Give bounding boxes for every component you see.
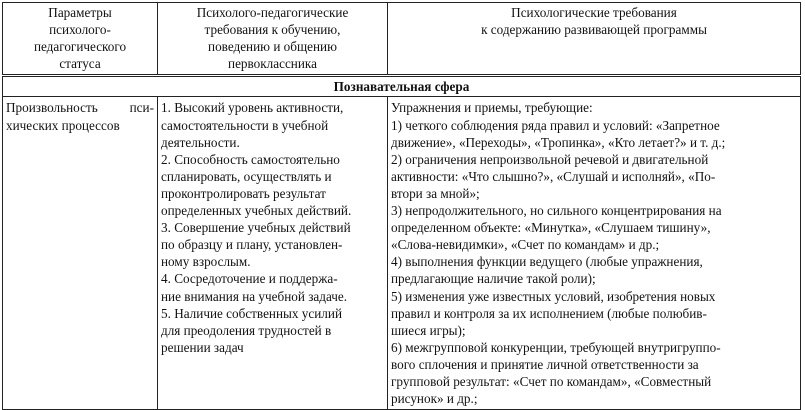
requirements-line: по образцу и плану, установлен- bbox=[161, 237, 343, 253]
header-line: психолого- bbox=[49, 22, 111, 38]
requirements-line: 4. Сосредоточение и поддержа- bbox=[161, 271, 338, 287]
header-row bbox=[3, 3, 801, 76]
requirements-cell bbox=[158, 97, 388, 410]
parameter-cell bbox=[3, 97, 158, 410]
program-line: 3) непродолжительного, но сильного концентрирования на bbox=[391, 203, 722, 219]
header-line: Психологические требования bbox=[511, 5, 677, 20]
program-line: предлагающие наличие такой роли); bbox=[391, 271, 596, 287]
program-cell bbox=[388, 97, 801, 410]
requirements-line: ние внимания на учебной задаче. bbox=[161, 288, 348, 304]
program-line: активности: «Что слышно?», «Слушай и исполняй», «По- bbox=[391, 168, 716, 184]
header-cell-parameters bbox=[3, 3, 158, 76]
parameter-line: хических процессов bbox=[6, 117, 120, 133]
table-header bbox=[3, 3, 801, 76]
program-line: «Слова-невидимки», «Счет по командам» и др.; bbox=[391, 237, 660, 253]
table-row bbox=[3, 97, 801, 410]
program-line: втори за мной»; bbox=[391, 185, 480, 201]
section-row bbox=[3, 76, 801, 97]
requirements-table bbox=[2, 2, 801, 410]
program-line: 5) изменения уже известных условий, изобретения новых bbox=[391, 288, 716, 304]
program-line: 6) межгрупповой конкуренции, требующей внутригруппо- bbox=[391, 339, 721, 355]
program-line: 4) выполнения функции ведущего (любые упражнения, bbox=[391, 254, 703, 270]
requirements-line: спланировать, осуществлять и bbox=[161, 168, 332, 184]
program-line: 1) четкого соблюдения ряда правил и условий: «Запретное bbox=[391, 117, 720, 133]
requirements-text bbox=[161, 99, 384, 409]
program-line: 2) ограничения непроизвольной речевой и двигательной bbox=[391, 151, 709, 167]
program-line: движение», «Переходы», «Тропинка», «Кто летает?» и т. д.; bbox=[391, 134, 726, 150]
section-title: Познавательная сфера bbox=[3, 76, 801, 97]
program-text bbox=[391, 99, 797, 409]
header-cell-requirements bbox=[158, 3, 388, 76]
program-line: правил и контроля за их исполнением (любые полюбив- bbox=[391, 305, 707, 321]
requirements-line: для преодоления трудностей в bbox=[161, 322, 332, 338]
header-line: требования к обучению, bbox=[204, 22, 341, 38]
program-line: вого сплочения и принятие личной ответственности за bbox=[391, 356, 699, 372]
header-line: Психолого-педагогические bbox=[196, 5, 349, 20]
program-line: рисунок» и др.; bbox=[391, 391, 478, 407]
requirements-line: 3. Совершение учебных действий bbox=[161, 220, 351, 236]
parameter-line: Произвольность пси- bbox=[6, 100, 154, 116]
header-line: к содержанию развивающей программы bbox=[481, 22, 707, 38]
requirements-line: 2. Способность самостоятельно bbox=[161, 151, 340, 167]
table-body bbox=[3, 76, 801, 410]
requirements-line: проконтролировать результат bbox=[161, 185, 326, 201]
program-line: Упражнения и приемы, требующие: bbox=[391, 100, 593, 116]
requirements-line: ному взрослым. bbox=[161, 254, 251, 270]
header-line: Параметры bbox=[48, 5, 112, 20]
program-line: групповой результат: «Счет по командам», «Совместный bbox=[391, 373, 712, 389]
program-line: определенном объекте: «Минутка», «Слушаем тишину», bbox=[391, 220, 711, 236]
header-line: первоклассника bbox=[228, 56, 317, 72]
header-line: поведению и общению bbox=[208, 39, 337, 55]
header-cell-program bbox=[388, 3, 801, 76]
header-line: статуса bbox=[59, 56, 101, 72]
header-line: педагогического bbox=[33, 39, 127, 55]
requirements-line: решении задач bbox=[161, 339, 244, 355]
requirements-line: 1. Высокий уровень активности, bbox=[161, 100, 344, 116]
requirements-line: самостоятельности в учебной bbox=[161, 117, 329, 133]
requirements-line: деятельности. bbox=[161, 134, 240, 150]
program-line: шиеся игры); bbox=[391, 322, 466, 338]
requirements-line: определенных учебных действий. bbox=[161, 203, 352, 219]
requirements-line: 5. Наличие собственных усилий bbox=[161, 305, 342, 321]
